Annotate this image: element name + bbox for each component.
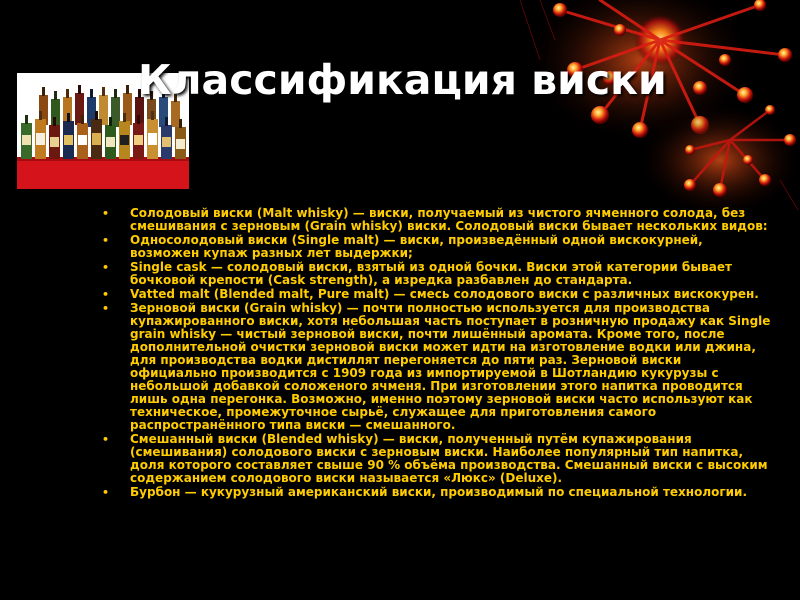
bullet-icon: • xyxy=(102,261,110,274)
bullet-item xyxy=(96,234,772,260)
bullet-text: Солодовый виски (Malt whisky) — виски, получаемый из чистого ячменного солода, без смешивания с зерновым (Grain whisky) виски. Солодовый виски бывает нескольких видов: xyxy=(130,206,768,233)
bullet-icon: • xyxy=(102,433,110,446)
bullet-icon: • xyxy=(102,302,110,315)
bullet-item xyxy=(96,433,772,485)
bullet-icon: • xyxy=(102,234,110,247)
bullet-text: Single cask — солодовый виски, взятый из одной бочки. Виски этой категории бывает бочковой крепости (Cask strength), а изредка разбавлен до стандарта. xyxy=(130,260,732,287)
bullet-icon: • xyxy=(102,288,110,301)
bullet-item xyxy=(96,302,772,432)
bullet-text: Vatted malt (Blended malt, Pure malt) — смесь солодового виски с различных вискокурен. xyxy=(130,287,759,301)
slide-title: Классификация виски xyxy=(138,56,667,104)
bullet-icon: • xyxy=(102,207,110,220)
bullet-item xyxy=(96,207,772,233)
bullet-text: Односолодовый виски (Single malt) — виски, произведённый одной вискокурней, возможен купаж разных лет выдержки; xyxy=(130,233,703,260)
bullet-item xyxy=(96,261,772,287)
bullet-text: Зерновой виски (Grain whisky) — почти полностью используется для производства купажированного виски, хотя небольшая часть поступает в розничную продажу как Single grain whisky — чистый зерновой виски, почти лишённый аромата. Кроме того, после дополнительной очистки зерновой виски может идти на изготовление водки или джина, для производства водки дистиллят перегоняется до пяти раз. Зерновой виски официально производится с 1909 года из импортируемой в Шотландию кукурузы с небольшой добавкой соложеного ячменя. При изготовлении этого напитка проводится лишь одна перегонка. Возможно, именно поэтому зерновой виски часто используют как техническое, промежуточное сырьё, служащее для приготовления самого распространённого типа виски — смешанного. xyxy=(130,301,771,432)
bullet-item xyxy=(96,486,772,499)
bullet-icon: • xyxy=(102,486,110,499)
bullet-text: Смешанный виски (Blended whisky) — виски, полученный путём купажирования (смешивания) солодового виски с зерновым виски. Наиболее популярный тип напитка, доля которого составляет свыше 90 % объёма производства. Смешанный виски с высоким содержанием солодового виски называется «Люкс» (Deluxe). xyxy=(130,432,768,485)
bullet-text: Бурбон — кукурузный американский виски, производимый по специальной технологии. xyxy=(130,485,747,499)
bullet-item xyxy=(96,288,772,301)
bullet-list xyxy=(96,207,776,500)
